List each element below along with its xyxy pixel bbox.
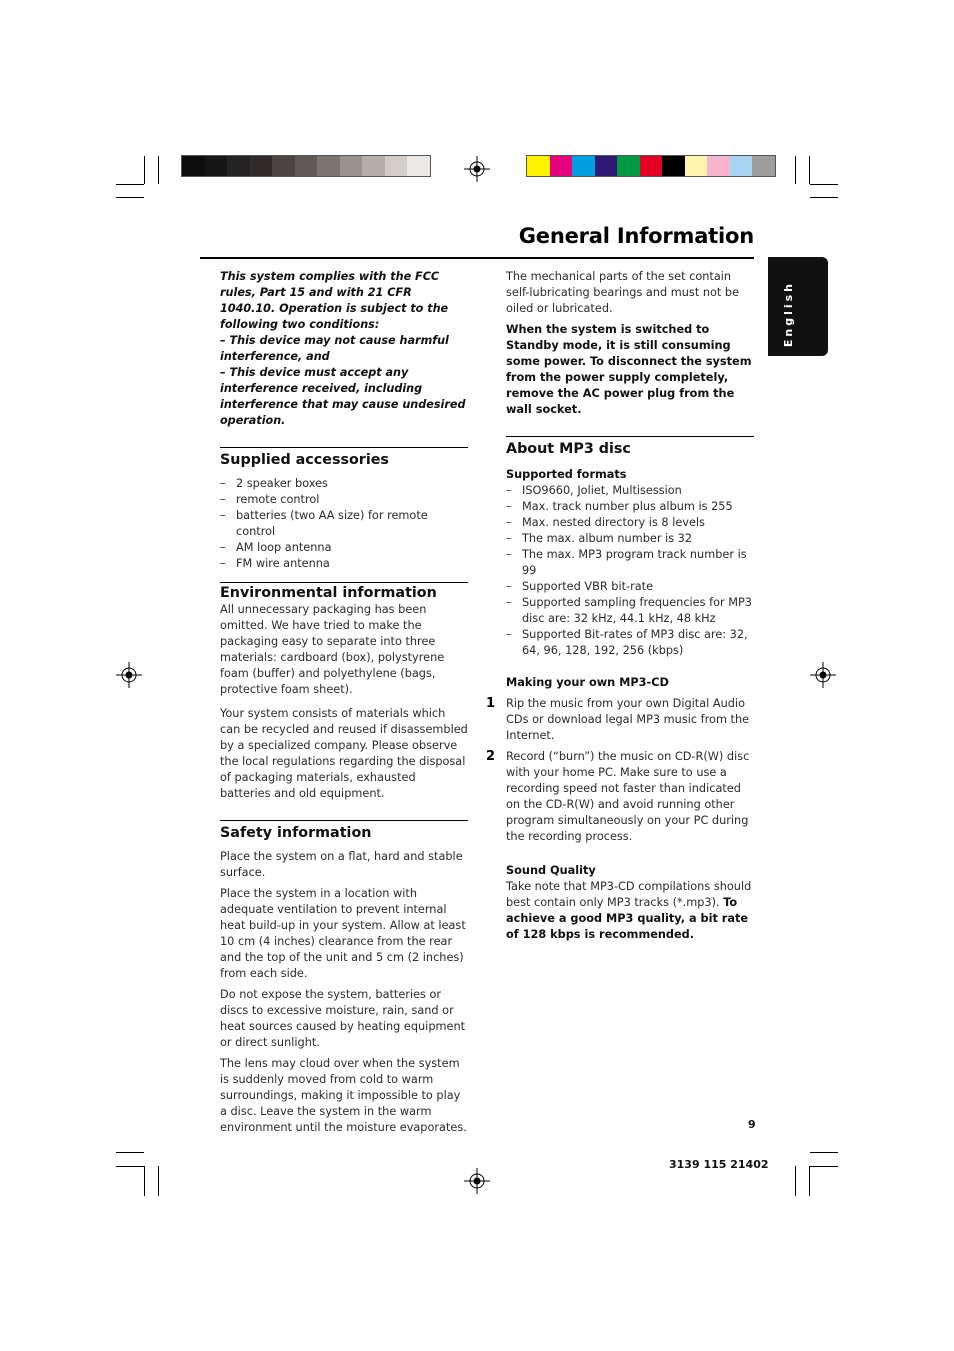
section-rule [506,436,754,437]
color-swatch [407,156,430,176]
list-item: – Supported VBR bit-rate [506,579,754,595]
safety-paragraph-1: Place the system on a flat, hard and stable surface. [220,850,463,879]
steps-list [486,696,754,845]
color-swatch [685,156,708,176]
step-item [486,696,754,744]
color-swatch [595,156,618,176]
accessories-list [220,476,468,572]
fcc-condition-2: – This device must accept any interference received, including interference that may cause undesired operation. [220,366,466,427]
color-swatch [730,156,753,176]
list-item: – Supported Bit-rates of MP3 disc are: 32, 64, 96, 128, 192, 256 (kbps) [506,627,754,659]
section-rule [220,447,468,448]
color-swatch [385,156,408,176]
section-rule [220,582,468,583]
list-item: – Supported sampling frequencies for MP3 disc are: 32 kHz, 44.1 kHz, 48 kHz [506,595,754,627]
registration-mark-icon [464,156,490,182]
formats-heading: Supported formats [506,468,627,481]
standby-warning: When the system is switched to Standby mode, it is still consuming some power. To disconnect the system from the power supply completely, remove the AC power plug from the wall socket. [506,323,752,416]
safety-paragraph-2: Place the system in a location with adequate ventilation to prevent internal heat build-up in your system. Allow at least 10 cm (4 inches) clearance from the rear and the top of the unit and 5 cm (2 inches) from each side. [220,887,466,980]
registration-mark-icon [464,1168,490,1194]
color-swatch [272,156,295,176]
color-swatch [227,156,250,176]
fcc-condition-1: – This device may not cause harmful interference, and [220,334,449,363]
list-item: – ISO9660, Joliet, Multisession [506,483,754,499]
list-item: – The max. album number is 32 [506,531,754,547]
color-swatch [640,156,663,176]
color-swatch [550,156,573,176]
list-item: – AM loop antenna [220,540,468,556]
fcc-notice [220,269,468,429]
sound-quality-heading: Sound Quality [506,864,596,877]
list-item: – batteries (two AA size) for remote control [220,508,468,540]
list-item: – Max. track number plus album is 255 [506,499,754,515]
list-item: – Max. nested directory is 8 levels [506,515,754,531]
sound-quality-text: Take note that MP3-CD compilations should best contain only MP3 tracks (*.mp3). [506,880,752,909]
environmental-paragraph-2: Your system consists of materials which can be recycled and reused if disassembled by a specialized company. Please observe the local regulations regarding the disposal of packaging materials, exhausted batteries and old equipment. [220,707,468,800]
color-swatch [205,156,228,176]
color-swatch [250,156,273,176]
step-text: Record (“burn”) the music on CD-R(W) disc with your home PC. Make sure to use a recording speed not faster than indicated on the CD-R(W) and avoid running other program simultaneously on your PC during the recording process. [506,750,750,843]
fcc-intro: This system complies with the FCC rules, Part 15 and with 21 CFR 1040.10. Operation is subject to the following two conditions: [220,270,449,331]
sound-quality-paragraph [506,879,754,943]
list-item: – 2 speaker boxes [220,476,468,492]
color-calibration-bar [526,155,776,177]
sound-quality-recommendation: To achieve a good MP3 quality, a bit rate of 128 kbps is recommended. [506,896,749,941]
registration-mark-icon [116,662,142,688]
color-swatch [662,156,685,176]
list-item: – remote control [220,492,468,508]
step-number: 1 [486,696,496,711]
environmental-paragraph-1: All unnecessary packaging has been omitted. We have tried to make the packaging easy to separate into three materials: cardboard (box), polystyrene foam (buffer) and polyethylene (bags, protective foam sheet). [220,603,445,696]
step-number: 2 [486,749,496,764]
section-rule [220,820,468,821]
color-swatch [362,156,385,176]
page-title: General Information [518,224,754,248]
safety-heading: Safety information [220,825,372,841]
list-item: – FM wire antenna [220,556,468,572]
step-text: Rip the music from your own Digital Audio CDs or download legal MP3 music from the Internet. [506,697,750,742]
color-swatch [317,156,340,176]
color-swatch [182,156,205,176]
right-column [486,269,754,943]
color-swatch [295,156,318,176]
language-tab-label: English [782,281,795,348]
mechanical-paragraph: The mechanical parts of the set contain self-lubricating bearings and must not be oiled or lubricated. [506,270,740,315]
formats-list [506,483,754,659]
page-number: 9 [748,1118,756,1131]
gray-calibration-bar [181,155,431,177]
registration-mark-icon [810,662,836,688]
color-swatch [617,156,640,176]
color-swatch [752,156,775,176]
safety-paragraph-3: Do not expose the system, batteries or discs to excessive moisture, rain, sand or heat sources caused by heating equipment or direct sunlight. [220,988,466,1049]
color-swatch [572,156,595,176]
supplied-accessories-heading: Supplied accessories [220,452,389,468]
language-tab [768,257,828,356]
mp3-heading: About MP3 disc [506,441,631,457]
list-item: – The max. MP3 program track number is 99 [506,547,754,579]
title-rule [200,257,754,259]
making-mp3-heading: Making your own MP3-CD [506,676,669,689]
color-swatch [340,156,363,176]
color-swatch [527,156,550,176]
environmental-heading: Environmental information [220,585,437,601]
document-code: 3139 115 21402 [669,1158,769,1171]
left-column [220,269,468,1136]
safety-paragraph-4: The lens may cloud over when the system is suddenly moved from cold to warm surroundings, making it impossible to play a disc. Leave the system in the warm environment until the moisture evaporates. [220,1057,467,1134]
color-swatch [707,156,730,176]
step-item [486,749,754,845]
